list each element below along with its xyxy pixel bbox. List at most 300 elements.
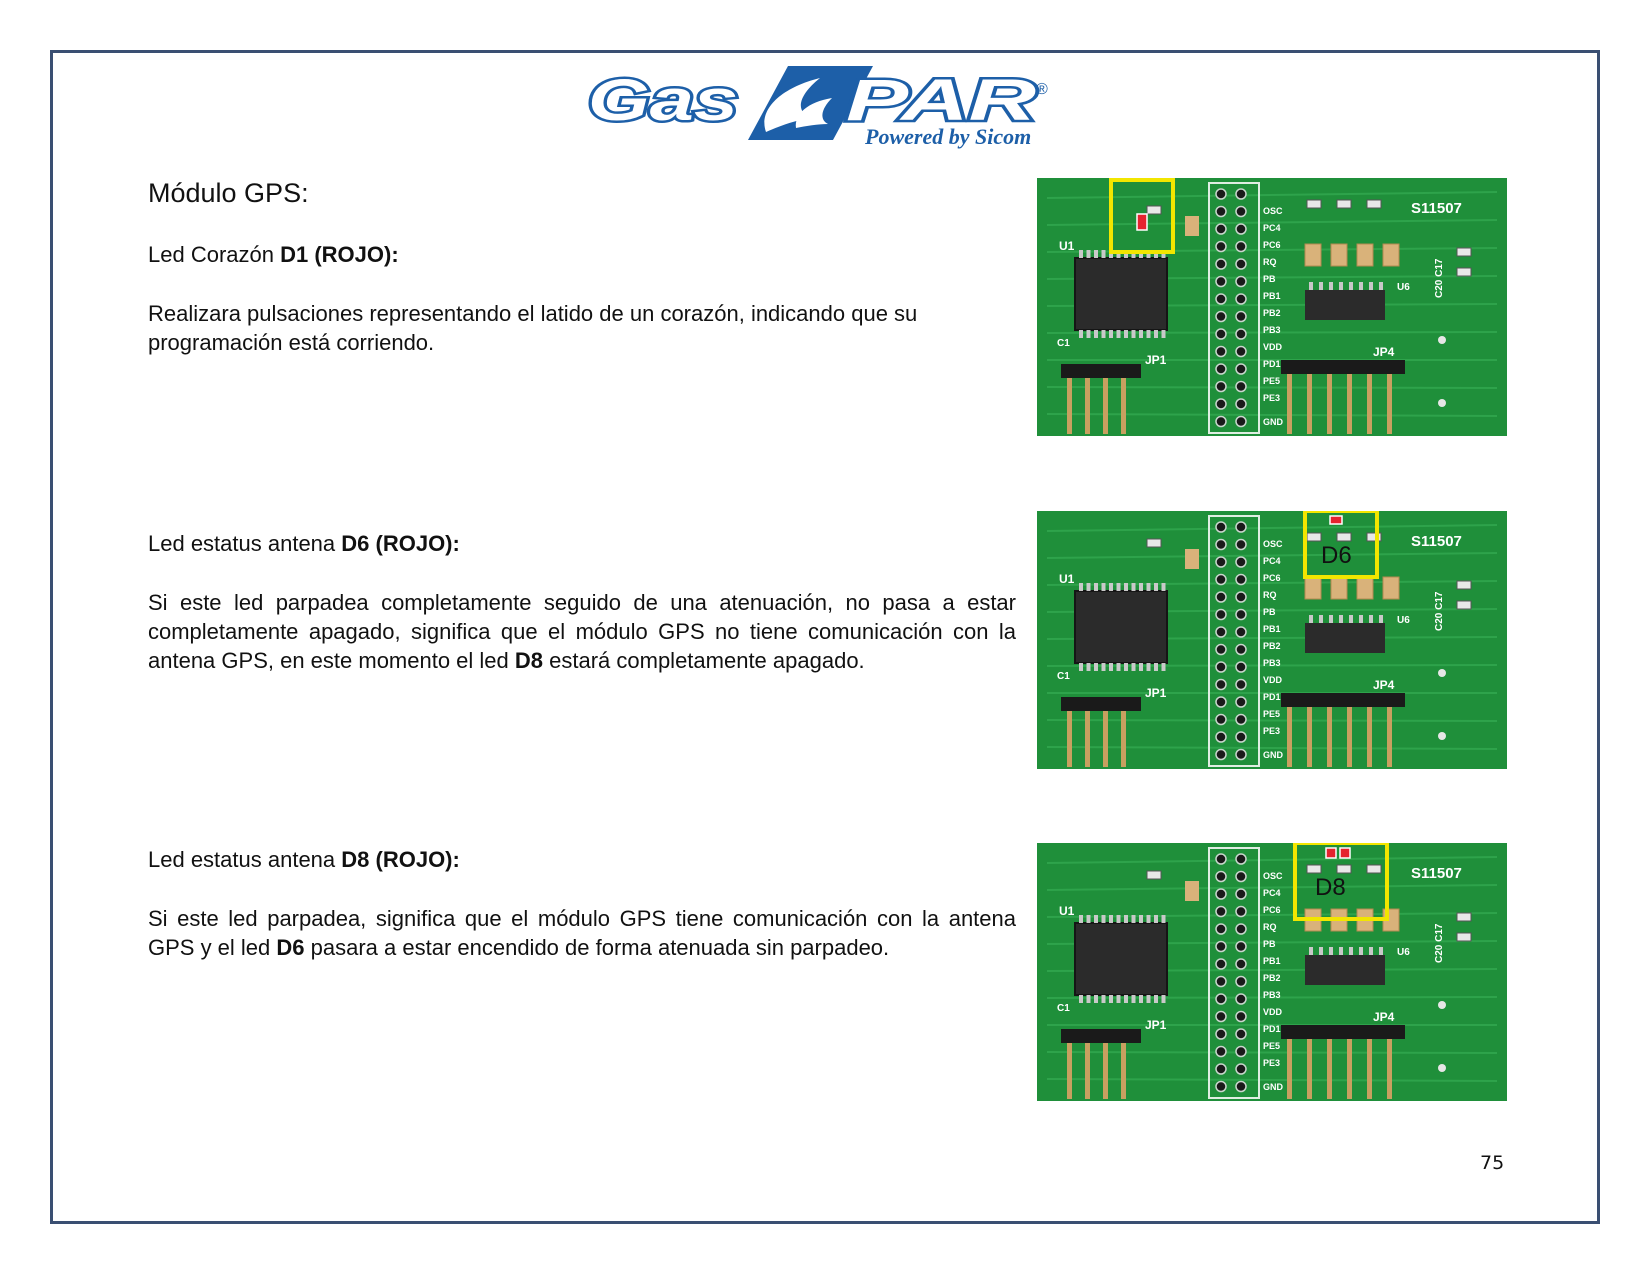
ic-pin: [1139, 663, 1143, 671]
header-pin: [1236, 750, 1246, 760]
ic-pin: [1117, 995, 1121, 1003]
pin-label: PC4: [1263, 888, 1281, 898]
regulator-pin: [1349, 282, 1353, 290]
header-pin: [1236, 382, 1246, 392]
ic-pin: [1132, 663, 1136, 671]
ic-pin: [1094, 250, 1098, 258]
pin-label: RQ: [1263, 257, 1277, 267]
header-pin: [1216, 189, 1226, 199]
header-pin: [1216, 889, 1226, 899]
header-pin: [1236, 680, 1246, 690]
pcb-trace: [1047, 720, 1497, 721]
header-pin: [1216, 680, 1226, 690]
silkscreen-label: U6: [1397, 615, 1410, 626]
test-point: [1438, 399, 1446, 407]
pin-label: PB: [1263, 274, 1276, 284]
pin-label: OSC: [1263, 871, 1283, 881]
smd-resistor: [1457, 601, 1471, 609]
header-pin: [1216, 872, 1226, 882]
ic-pin: [1124, 663, 1128, 671]
header-pin: [1216, 277, 1226, 287]
smd-resistor: [1307, 533, 1321, 541]
silkscreen-label: S11507: [1411, 200, 1462, 217]
ic-pin: [1079, 663, 1083, 671]
jp1-header: [1061, 697, 1141, 711]
regulator-ic: [1305, 955, 1385, 985]
jp4-header: [1281, 360, 1405, 374]
pcb-photo-d6: [1037, 511, 1507, 769]
ic-pin: [1109, 915, 1113, 923]
jp4-pin: [1307, 1029, 1312, 1099]
header-pin: [1236, 1047, 1246, 1057]
ic-pin: [1087, 330, 1091, 338]
header-pin: [1216, 907, 1226, 917]
header-pin: [1216, 242, 1226, 252]
pin-label: RQ: [1263, 590, 1277, 600]
logo-tagline: Powered by Sicom: [865, 124, 1032, 149]
header-pin: [1216, 329, 1226, 339]
ic-pin: [1139, 995, 1143, 1003]
jp4-pin: [1327, 697, 1332, 767]
jp4-pin: [1287, 697, 1292, 767]
pin-label: PC4: [1263, 223, 1281, 233]
header-pin: [1236, 959, 1246, 969]
red-led-d6: [1330, 516, 1342, 524]
header-pin: [1236, 645, 1246, 655]
header-pin: [1216, 750, 1226, 760]
regulator-pin: [1329, 282, 1333, 290]
ic-pin: [1079, 995, 1083, 1003]
ic-pin: [1139, 330, 1143, 338]
header-pin: [1216, 715, 1226, 725]
regulator-pin: [1319, 947, 1323, 955]
capacitor: [1185, 216, 1199, 236]
test-point: [1438, 669, 1446, 677]
silkscreen-label: C20 C17: [1434, 923, 1445, 963]
header-pin: [1236, 732, 1246, 742]
jp4-pin: [1327, 364, 1332, 434]
ic-pin: [1102, 663, 1106, 671]
jp4-pin: [1287, 1029, 1292, 1099]
ic-pin: [1124, 583, 1128, 591]
header-pin: [1216, 1082, 1226, 1092]
jp4-pin: [1387, 1029, 1392, 1099]
header-pin: [1236, 575, 1246, 585]
regulator-pin: [1369, 282, 1373, 290]
silkscreen-label: JP1: [1145, 1018, 1167, 1032]
silkscreen-label: GND: [1263, 750, 1283, 760]
ic-pin: [1132, 330, 1136, 338]
ic-pin: [1087, 663, 1091, 671]
header-pin: [1236, 259, 1246, 269]
jp1-header: [1061, 1029, 1141, 1043]
jp4-pin: [1307, 697, 1312, 767]
header-pin: [1236, 610, 1246, 620]
ic-pin: [1087, 583, 1091, 591]
pin-label: PB3: [1263, 325, 1281, 335]
ic-pin: [1109, 330, 1113, 338]
smd-resistor: [1367, 865, 1381, 873]
regulator-pin: [1359, 947, 1363, 955]
jp4-pin: [1347, 697, 1352, 767]
ic-pin: [1079, 583, 1083, 591]
header-pin: [1236, 994, 1246, 1004]
ic-pin: [1147, 995, 1151, 1003]
header-pin: [1216, 697, 1226, 707]
pin-label: PC4: [1263, 556, 1281, 566]
header-pin: [1236, 592, 1246, 602]
header-pin: [1236, 924, 1246, 934]
highlight-label: D6: [1321, 542, 1352, 569]
capacitor: [1357, 244, 1373, 266]
header-pin: [1236, 277, 1246, 287]
header-pin: [1216, 575, 1226, 585]
pin-label: PE3: [1263, 726, 1281, 736]
ic-pin: [1117, 330, 1121, 338]
header-pin: [1216, 417, 1226, 427]
regulator-pin: [1359, 615, 1363, 623]
ic-pin: [1102, 583, 1106, 591]
pin-label: PE3: [1263, 393, 1281, 403]
pin-label: PB2: [1263, 973, 1281, 983]
ic-pin: [1117, 583, 1121, 591]
silkscreen-label: GND: [1263, 417, 1283, 427]
jp4-pin: [1347, 364, 1352, 434]
header-pin: [1216, 382, 1226, 392]
pin-label: PD1: [1263, 1024, 1281, 1034]
test-point: [1438, 1064, 1446, 1072]
ic-pin: [1102, 995, 1106, 1003]
red-led-d8: [1340, 848, 1350, 858]
pin-label: VDD: [1263, 1007, 1283, 1017]
silkscreen-label: GND: [1263, 1082, 1283, 1092]
capacitor: [1185, 549, 1199, 569]
ic-pin: [1117, 915, 1121, 923]
ic-pin: [1132, 995, 1136, 1003]
header-pin: [1236, 889, 1246, 899]
capacitor: [1383, 577, 1399, 599]
pin-label: PE3: [1263, 1058, 1281, 1068]
ic-pin: [1079, 915, 1083, 923]
regulator-pin: [1379, 615, 1383, 623]
ic-pin: [1109, 583, 1113, 591]
ic-pin: [1139, 915, 1143, 923]
ic-pin: [1124, 995, 1128, 1003]
regulator-pin: [1309, 615, 1313, 623]
silkscreen-label: C20 C17: [1434, 591, 1445, 631]
header-pin: [1216, 942, 1226, 952]
silkscreen-label: C1: [1057, 1003, 1070, 1014]
ic-pin: [1147, 583, 1151, 591]
header-pin: [1236, 942, 1246, 952]
pin-label: VDD: [1263, 675, 1283, 685]
regulator-ic: [1305, 623, 1385, 653]
jp4-pin: [1307, 364, 1312, 434]
header-pin: [1236, 189, 1246, 199]
header-pin: [1216, 347, 1226, 357]
smd-resistor: [1457, 248, 1471, 256]
regulator-pin: [1339, 615, 1343, 623]
header-pin: [1216, 224, 1226, 234]
regulator-pin: [1349, 615, 1353, 623]
section-heading-d8: Led estatus antena D8 (ROJO):: [148, 847, 460, 872]
regulator-pin: [1319, 282, 1323, 290]
capacitor: [1185, 881, 1199, 901]
ic-pin: [1154, 995, 1158, 1003]
section-heading-d6: Led estatus antena D6 (ROJO):: [148, 531, 460, 556]
pin-label: PB1: [1263, 291, 1281, 301]
pcb-photo-d8: [1037, 843, 1507, 1101]
regulator-pin: [1369, 615, 1373, 623]
section-heading-d1: Led Corazón D1 (ROJO):: [148, 242, 399, 267]
header-pin: [1236, 242, 1246, 252]
jp4-pin: [1367, 697, 1372, 767]
ic-pin: [1102, 330, 1106, 338]
header-pin: [1236, 662, 1246, 672]
jp4-pin: [1387, 697, 1392, 767]
pin-label: PC6: [1263, 573, 1281, 583]
ic-pin: [1154, 330, 1158, 338]
header-pin: [1236, 872, 1246, 882]
section-text-d1: Realizara pulsaciones representando el latido de un corazón, indicando que su programación está corriendo.: [148, 301, 918, 355]
ic-pin: [1147, 330, 1151, 338]
ic-pin: [1094, 583, 1098, 591]
ic-pin: [1094, 915, 1098, 923]
pcb-trace: [1047, 387, 1497, 388]
silkscreen-label: C20 C17: [1434, 258, 1445, 298]
silkscreen-label: U1: [1059, 572, 1075, 586]
silkscreen-label: C1: [1057, 671, 1070, 682]
smd-resistor: [1337, 865, 1351, 873]
header-pin: [1236, 329, 1246, 339]
silkscreen-label: U6: [1397, 282, 1410, 293]
pin-label: PB1: [1263, 956, 1281, 966]
red-led-d1: [1137, 214, 1147, 230]
logo-right-word: PAR: [846, 68, 1037, 133]
header-pin: [1236, 557, 1246, 567]
regulator-pin: [1319, 615, 1323, 623]
jp4-pin: [1367, 1029, 1372, 1099]
ic-pin: [1094, 330, 1098, 338]
ic-pin: [1124, 330, 1128, 338]
capacitor: [1331, 577, 1347, 599]
capacitor: [1357, 577, 1373, 599]
ic-pin: [1102, 915, 1106, 923]
smd-resistor: [1337, 533, 1351, 541]
ic-pin: [1124, 915, 1128, 923]
silkscreen-label: S11507: [1411, 533, 1462, 550]
pin-label: PD1: [1263, 692, 1281, 702]
header-pin: [1216, 645, 1226, 655]
header-pin: [1216, 977, 1226, 987]
ic-pin: [1154, 915, 1158, 923]
header-pin: [1236, 312, 1246, 322]
header-pin: [1216, 557, 1226, 567]
regulator-pin: [1309, 947, 1313, 955]
regulator-ic: [1305, 290, 1385, 320]
header-pin: [1236, 1082, 1246, 1092]
ic-pin: [1162, 915, 1166, 923]
smd-resistor: [1147, 539, 1161, 547]
header-pin: [1236, 364, 1246, 374]
pin-label: PB: [1263, 939, 1276, 949]
header-pin: [1216, 610, 1226, 620]
logo-left-word: Gas: [588, 68, 738, 133]
header-pin: [1236, 715, 1246, 725]
section-text-d6: Si este led parpadea completamente seguido de una atenuación, no pasa a estar completamente apagado, significa que el módulo GPS no tiene comunicación con la antena GPS, en este momento el led D8 estará completamente apagado.: [148, 590, 1016, 673]
jp4-pin: [1327, 1029, 1332, 1099]
header-pin: [1216, 627, 1226, 637]
highlight-label: D8: [1315, 874, 1346, 901]
silkscreen-label: JP4: [1373, 345, 1395, 359]
pin-label: PB3: [1263, 658, 1281, 668]
ic-pin: [1162, 330, 1166, 338]
pin-label: PC6: [1263, 240, 1281, 250]
pin-label: PE5: [1263, 376, 1281, 386]
ic-pin: [1094, 663, 1098, 671]
test-point: [1438, 732, 1446, 740]
smd-resistor: [1457, 913, 1471, 921]
ic-pin: [1079, 250, 1083, 258]
header-pin: [1236, 977, 1246, 987]
silkscreen-label: JP1: [1145, 353, 1167, 367]
ic-pin: [1087, 995, 1091, 1003]
smd-resistor: [1457, 933, 1471, 941]
ic-pin: [1132, 583, 1136, 591]
ic-pin: [1139, 583, 1143, 591]
pin-label: PC6: [1263, 905, 1281, 915]
test-point: [1438, 1001, 1446, 1009]
pin-label: OSC: [1263, 539, 1283, 549]
header-pin: [1236, 294, 1246, 304]
header-pin: [1236, 347, 1246, 357]
header-pin: [1216, 854, 1226, 864]
header-pin: [1216, 207, 1226, 217]
ic-pin: [1094, 995, 1098, 1003]
header-pin: [1236, 207, 1246, 217]
header-pin: [1236, 1029, 1246, 1039]
smd-resistor: [1337, 200, 1351, 208]
ic-pin: [1117, 663, 1121, 671]
regulator-pin: [1369, 947, 1373, 955]
regulator-pin: [1309, 282, 1313, 290]
ic-pin: [1154, 583, 1158, 591]
pin-label: RQ: [1263, 922, 1277, 932]
regulator-pin: [1359, 282, 1363, 290]
silkscreen-label: JP4: [1373, 678, 1395, 692]
ic-pin: [1162, 995, 1166, 1003]
pin-label: PB3: [1263, 990, 1281, 1000]
ic-pin: [1087, 915, 1091, 923]
header-pin: [1216, 312, 1226, 322]
test-point: [1438, 336, 1446, 344]
header-pin: [1236, 417, 1246, 427]
header-pin: [1216, 1029, 1226, 1039]
jp4-header: [1281, 1025, 1405, 1039]
main-ic-chip: [1075, 258, 1167, 330]
header-pin: [1216, 259, 1226, 269]
header-pin: [1216, 994, 1226, 1004]
regulator-pin: [1339, 282, 1343, 290]
header-pin: [1216, 364, 1226, 374]
pin-label: PB: [1263, 607, 1276, 617]
pin-label: PB1: [1263, 624, 1281, 634]
header-pin: [1216, 662, 1226, 672]
ic-pin: [1087, 250, 1091, 258]
regulator-pin: [1379, 947, 1383, 955]
jp1-header: [1061, 364, 1141, 378]
jp4-header: [1281, 693, 1405, 707]
header-pin: [1216, 592, 1226, 602]
header-pin: [1236, 522, 1246, 532]
header-pin: [1216, 1047, 1226, 1057]
ic-pin: [1132, 915, 1136, 923]
pin-label: OSC: [1263, 206, 1283, 216]
page-number: 75: [1480, 1152, 1505, 1174]
pin-label: VDD: [1263, 342, 1283, 352]
capacitor: [1305, 577, 1321, 599]
header-pin: [1236, 540, 1246, 550]
header-pin: [1216, 959, 1226, 969]
header-pin: [1236, 399, 1246, 409]
silkscreen-label: JP4: [1373, 1010, 1395, 1024]
main-ic-chip: [1075, 591, 1167, 663]
jp4-pin: [1287, 364, 1292, 434]
ic-pin: [1162, 663, 1166, 671]
ic-pin: [1147, 663, 1151, 671]
pcb-trace: [1047, 1052, 1497, 1053]
header-pin: [1216, 1012, 1226, 1022]
smd-resistor: [1147, 206, 1161, 214]
header-pin: [1236, 854, 1246, 864]
regulator-pin: [1349, 947, 1353, 955]
silkscreen-label: JP1: [1145, 686, 1167, 700]
jp4-pin: [1367, 364, 1372, 434]
silkscreen-label: S11507: [1411, 865, 1462, 882]
jp4-pin: [1387, 364, 1392, 434]
silkscreen-label: U1: [1059, 239, 1075, 253]
regulator-pin: [1329, 947, 1333, 955]
header-pin: [1216, 1064, 1226, 1074]
pcb-photo-d1: [1037, 178, 1507, 436]
header-pin: [1236, 627, 1246, 637]
header-pin: [1216, 732, 1226, 742]
regulator-pin: [1339, 947, 1343, 955]
header-pin: [1216, 924, 1226, 934]
header-pin: [1236, 1012, 1246, 1022]
silkscreen-label: U1: [1059, 904, 1075, 918]
ic-pin: [1154, 663, 1158, 671]
header-pin: [1236, 1064, 1246, 1074]
pin-label: PB2: [1263, 641, 1281, 651]
ic-pin: [1109, 995, 1113, 1003]
pin-label: PB2: [1263, 308, 1281, 318]
smd-resistor: [1457, 581, 1471, 589]
pin-label: PD1: [1263, 359, 1281, 369]
pin-label: PE5: [1263, 1041, 1281, 1051]
smd-resistor: [1457, 268, 1471, 276]
smd-resistor: [1307, 865, 1321, 873]
header-pin: [1216, 294, 1226, 304]
smd-resistor: [1367, 200, 1381, 208]
ic-pin: [1109, 663, 1113, 671]
logo-registered-mark: ®: [1036, 81, 1048, 98]
regulator-pin: [1379, 282, 1383, 290]
capacitor: [1383, 244, 1399, 266]
jp4-pin: [1347, 1029, 1352, 1099]
ic-pin: [1147, 915, 1151, 923]
capacitor: [1305, 244, 1321, 266]
